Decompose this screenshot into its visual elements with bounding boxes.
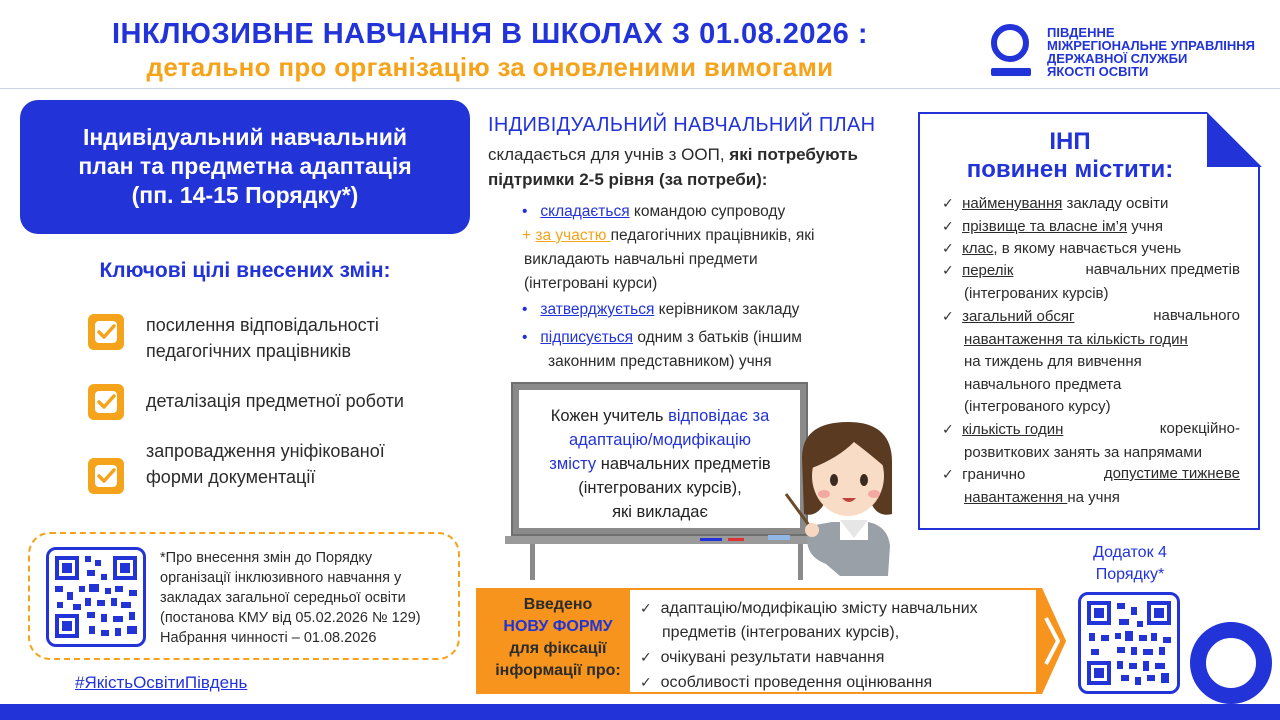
- check-mark-icon: ✓: [942, 218, 954, 234]
- inp-item-text: гранично: [962, 466, 1026, 483]
- intro-bold: які потребують: [724, 145, 858, 164]
- plan-item-text: педагогічних працівників, які: [610, 227, 815, 244]
- plan-item-text: керівником закладу: [654, 301, 800, 318]
- appendix-label: [1070, 542, 1190, 586]
- inp-item-key: кількість годин: [962, 421, 1064, 438]
- inp-item-key: клас: [962, 240, 994, 257]
- check-box-icon: [88, 314, 124, 350]
- goals-title: Ключові цілі внесених змін:: [99, 259, 391, 282]
- bullet-dot-icon: •: [522, 203, 528, 220]
- inp-item-text: закладу освіти: [1062, 195, 1169, 212]
- plan-item-text: законним представником) учня: [548, 353, 772, 370]
- inp-item-key: прізвище та власне ім’я: [962, 218, 1128, 235]
- footnote-line: (постанова КМУ від 05.02.2026 № 129): [160, 610, 421, 626]
- inp-item-key: навантаження: [964, 488, 1068, 506]
- logo-ring-icon: [991, 24, 1029, 62]
- org-line: ЯКОСТІ ОСВІТИ: [1047, 64, 1149, 79]
- plan-item-text: одним з батьків (іншим: [633, 329, 802, 346]
- inp-item-key: найменування: [962, 195, 1063, 212]
- marker-icon: [728, 538, 744, 541]
- banner-label-line: інформації про:: [495, 662, 621, 679]
- check-mark-icon: ✓: [942, 240, 954, 256]
- inp-title: [920, 128, 1220, 184]
- inp-item-key: допустиме тижневе: [1103, 465, 1240, 482]
- org-line: ПІВДЕННЕ: [1047, 25, 1115, 40]
- inp-item-text: розвиткових занять за напрямами: [964, 443, 1202, 461]
- check-mark-icon: ✓: [942, 195, 954, 211]
- goal-line: запровадження уніфікованої: [146, 441, 385, 461]
- inp-item: [942, 237, 1242, 261]
- bullet-dot-icon: •: [522, 329, 528, 346]
- page-title: ІНКЛЮЗИВНЕ НАВЧАННЯ В ШКОЛАХ З 01.08.2026 :: [111, 18, 869, 50]
- banner-item: адаптацію/модифікацію змісту навчальних: [660, 600, 978, 617]
- bullet-dot-icon: •: [522, 301, 528, 318]
- intro-text: складається для учнів з ООП,: [488, 145, 725, 164]
- inp-item: [942, 463, 1240, 509]
- footnote-line: закладах загальної середньої освіти: [160, 590, 406, 606]
- banner-item: особливості проведення оцінювання: [660, 674, 933, 691]
- board-leg: [530, 540, 535, 580]
- banner-label: [486, 594, 630, 682]
- appendix-line: Додаток 4: [1093, 544, 1167, 561]
- inp-item-text: на тиждень для вивчення: [964, 353, 1142, 370]
- plan-item-key: підписується: [540, 329, 634, 346]
- goal-line: форми документації: [146, 467, 316, 487]
- inp-title-line: повинен містити:: [966, 156, 1174, 183]
- check-mark-icon: ✓: [640, 674, 652, 690]
- banner-label-line: Введено: [523, 596, 593, 613]
- inp-item-text: корекційно-: [1159, 420, 1240, 437]
- marker-icon: [700, 538, 722, 541]
- inp-item-text: , в якому навчається учень: [993, 240, 1182, 257]
- check-mark-icon: ✓: [942, 308, 954, 324]
- inp-item-text: навчальних предметів: [1085, 261, 1240, 278]
- banner-label-highlight: НОВУ ФОРМУ: [503, 618, 613, 635]
- teacher-illustration: [780, 414, 910, 576]
- check-box-icon: [88, 384, 124, 420]
- plan-item: [522, 298, 902, 322]
- plan-item-key: за участю: [535, 227, 611, 244]
- inp-item-text: навчального: [1153, 307, 1240, 324]
- heading-line: (пп. 14-15 Порядку*): [131, 182, 359, 208]
- inp-item-text: (інтегрованих курсів): [964, 284, 1109, 302]
- qr-code-icon[interactable]: [1078, 592, 1180, 694]
- board-highlight: відповідає за: [668, 407, 770, 425]
- inp-item: [942, 305, 1240, 419]
- banner-list: [640, 596, 1050, 695]
- goal-item: [146, 438, 385, 490]
- footnote-line: Набрання чинності – 01.08.2026: [160, 630, 377, 646]
- board-text: [525, 404, 795, 524]
- plan-item-text: командою супроводу: [629, 203, 786, 220]
- heading-line: план та предметна адаптація: [78, 153, 412, 179]
- inp-item-text: (інтегрованого курсу): [964, 398, 1111, 415]
- inp-item-text: на учня: [1067, 488, 1120, 506]
- board-text-part: (інтегрованих курсів),: [578, 479, 742, 497]
- banner-item: очікувані результати навчання: [660, 649, 885, 666]
- plan-item-text: (інтегровані курси): [524, 275, 658, 292]
- plus-icon: +: [522, 227, 532, 244]
- banner-label-line: для фіксації: [509, 640, 607, 657]
- banner-item: предметів (інтегрованих курсів),: [662, 624, 900, 641]
- inp-item-key: навантаження та кількість годин: [964, 330, 1188, 348]
- goal-item: [146, 388, 404, 414]
- appendix-line: Порядку*: [1095, 566, 1165, 583]
- check-mark-icon: ✓: [640, 600, 652, 616]
- inp-title-line: ІНП: [1049, 128, 1091, 155]
- board-text-part: Кожен учитель: [550, 407, 669, 425]
- plan-intro: [488, 142, 908, 192]
- logo-bar-icon: [991, 68, 1031, 76]
- board-highlight: адаптацію/модифікацію: [568, 431, 752, 449]
- org-line: ДЕРЖАВНОЇ СЛУЖБИ: [1047, 51, 1188, 66]
- goal-line: посилення відповідальності: [146, 315, 379, 335]
- org-line: МІЖРЕГІОНАЛЬНЕ УПРАВЛІННЯ: [1047, 38, 1255, 53]
- plan-title: ІНДИВІДУАЛЬНИЙ НАВЧАЛЬНИЙ ПЛАН: [488, 114, 876, 136]
- goal-item: [146, 312, 379, 364]
- check-box-icon: [88, 458, 124, 494]
- check-mark-icon: ✓: [942, 466, 954, 482]
- footnote-text: [160, 548, 460, 648]
- plan-item-key: складається: [540, 203, 630, 220]
- section-heading-box: [20, 100, 470, 234]
- header-divider: [0, 88, 1280, 89]
- logo-ring-icon: [1190, 622, 1272, 704]
- intro-bold: підтримки 2-5 рівня (за потреби):: [488, 170, 768, 189]
- inp-item-text: навчального предмета: [964, 375, 1122, 393]
- inp-item-text: учня: [1127, 218, 1163, 235]
- check-mark-icon: ✓: [942, 262, 954, 278]
- plan-item: [522, 224, 894, 296]
- hashtag-link[interactable]: #ЯкістьОсвітиПівдень: [75, 673, 248, 692]
- board-text-part: навчальних предметів: [596, 455, 771, 473]
- goal-line: деталізація предметної роботи: [146, 391, 404, 411]
- check-mark-icon: ✓: [640, 649, 652, 665]
- board-highlight: змісту: [549, 455, 597, 473]
- qr-code-icon[interactable]: [46, 547, 146, 647]
- inp-item-key: перелік: [962, 262, 1014, 279]
- inp-item-key: загальний обсяг: [962, 308, 1075, 325]
- footnote-line: організації інклюзивного навчання у: [160, 570, 402, 586]
- plan-item-text: викладають навчальні предмети: [524, 251, 758, 268]
- heading-line: Індивідуальний навчальний: [82, 124, 408, 150]
- board-text-part: які викладає: [612, 503, 708, 521]
- plan-item-key: затверджується: [540, 301, 655, 318]
- inp-item: [942, 192, 1242, 216]
- plan-item: [522, 326, 902, 374]
- page-subtitle: детально про організацію за оновленими вимогами: [146, 52, 834, 82]
- inp-item: [942, 259, 1240, 305]
- footer-bar: [0, 704, 1280, 720]
- org-name: [1047, 26, 1255, 78]
- inp-item: [942, 215, 1242, 239]
- inp-item: [942, 418, 1240, 464]
- goal-line: педагогічних працівників: [146, 341, 352, 361]
- check-mark-icon: ✓: [942, 421, 954, 437]
- plan-item: [522, 200, 902, 224]
- footnote-line: *Про внесення змін до Порядку: [160, 550, 373, 566]
